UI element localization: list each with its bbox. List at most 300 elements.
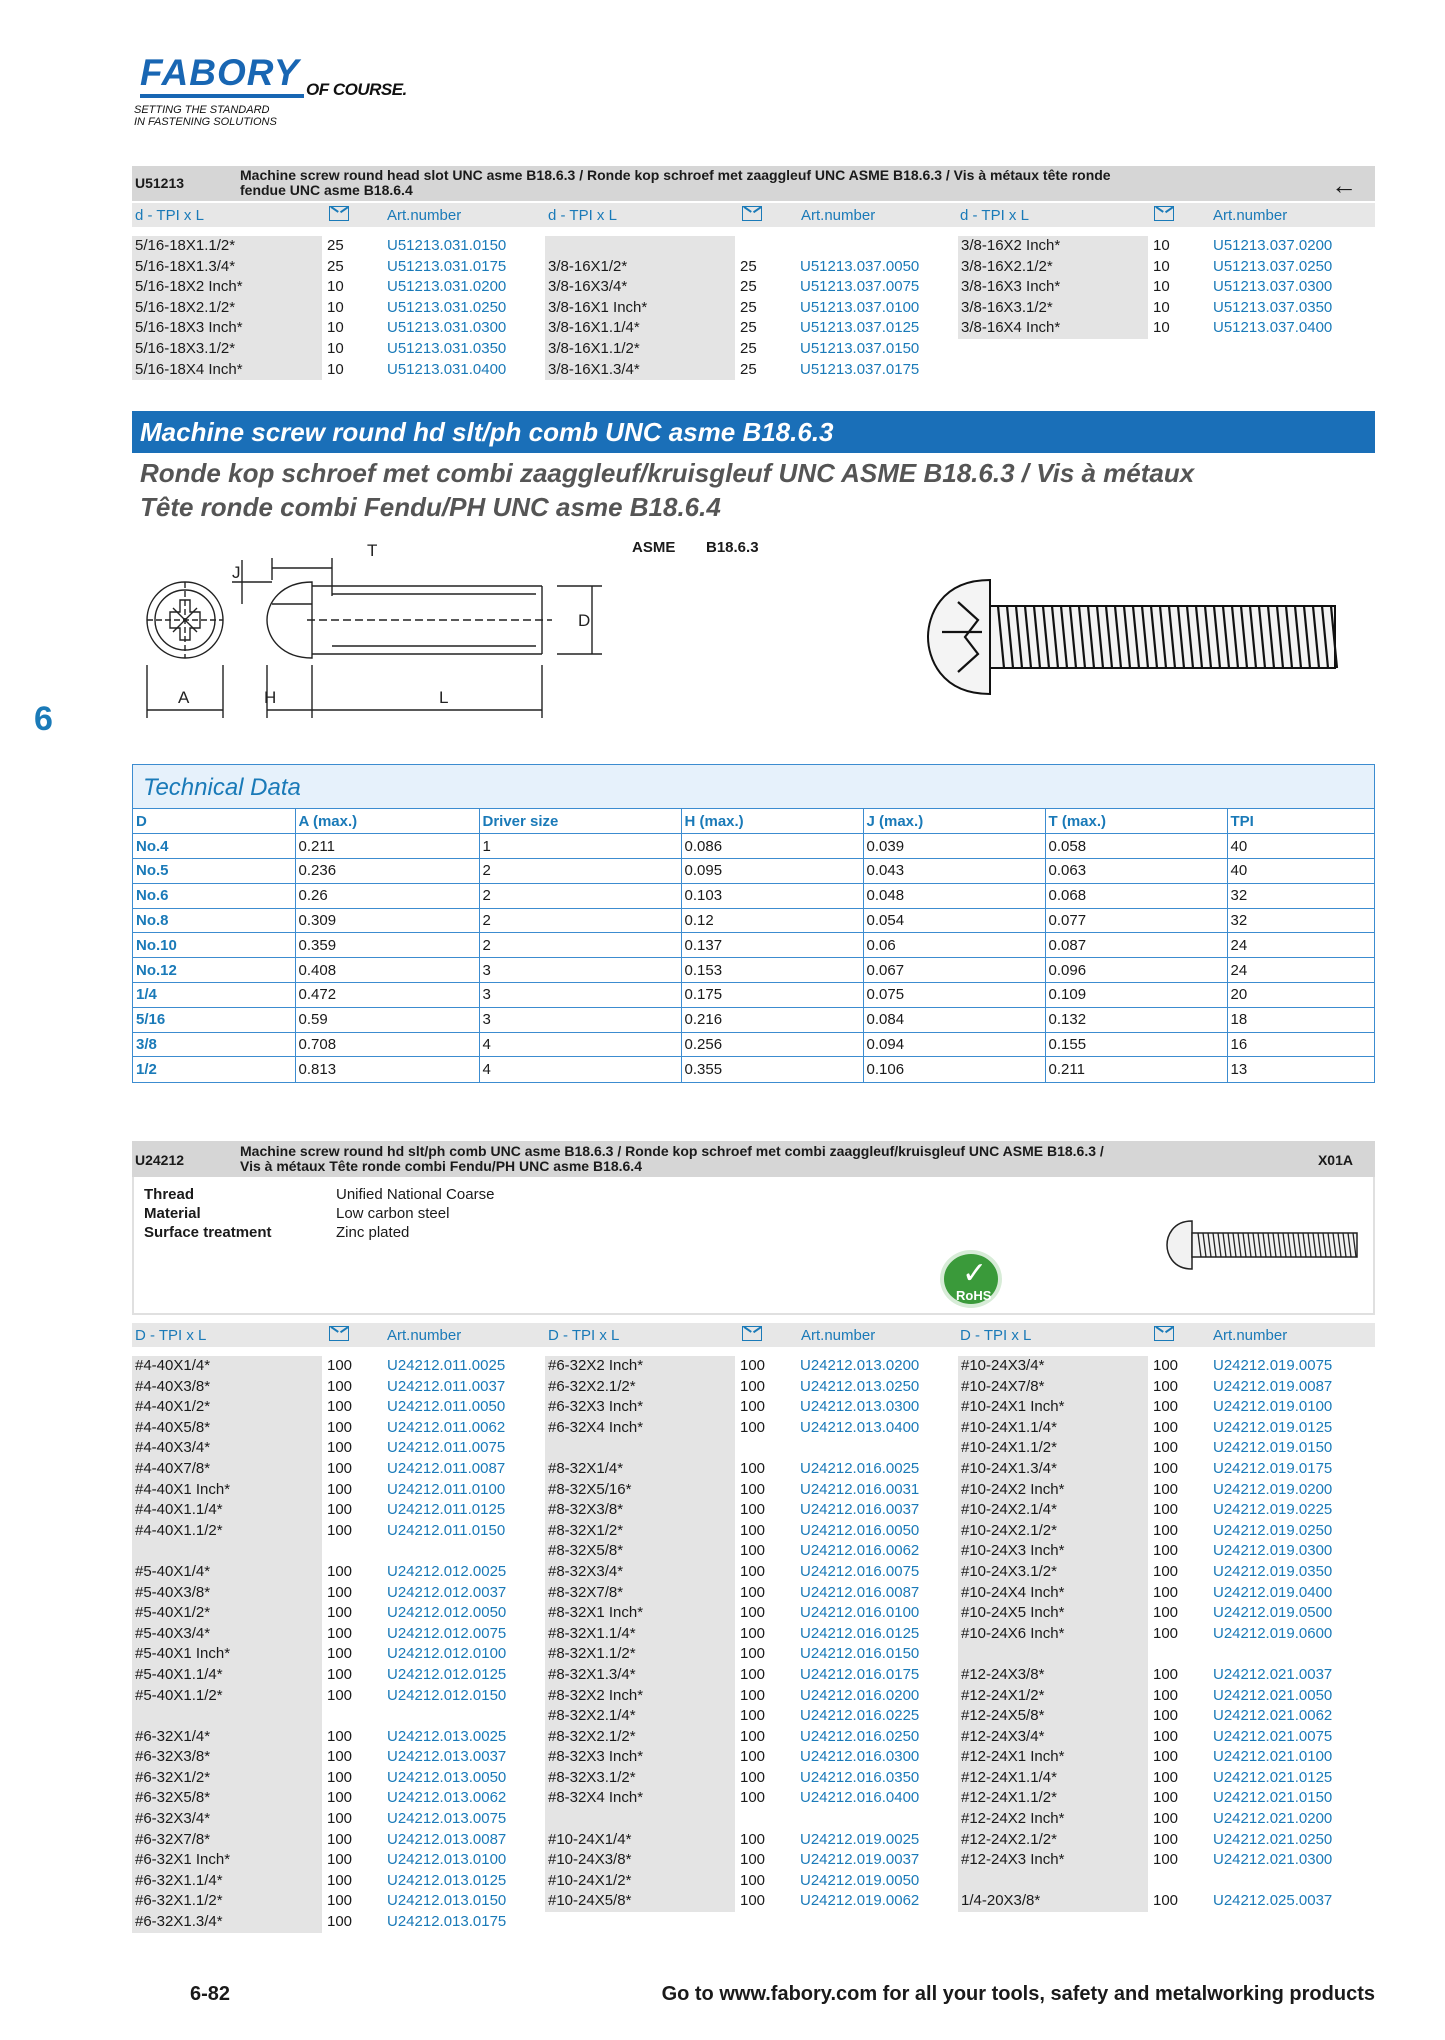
product-row [958, 1644, 1368, 1665]
product-row [132, 1459, 542, 1480]
article-number-link[interactable]: U24212.011.0050 [387, 1398, 506, 1416]
tech-value-cell: 0.132 [1045, 1007, 1227, 1032]
article-number-link[interactable]: U24212.019.0175 [1213, 1459, 1333, 1477]
pack-quantity: 25 [740, 360, 757, 378]
product-row [958, 1562, 1368, 1583]
product-size: 3/8-16X2 Inch* [961, 237, 1061, 254]
tech-value-cell: 0.058 [1045, 834, 1227, 859]
article-number-link[interactable]: U24212.011.0025 [387, 1357, 506, 1374]
article-number-link[interactable]: U24212.012.0125 [387, 1665, 507, 1683]
pack-quantity: 100 [1153, 1789, 1179, 1807]
article-number-link[interactable]: U51213.037.0200 [1213, 237, 1333, 254]
article-number-link[interactable]: U24212.019.0400 [1213, 1583, 1333, 1601]
pack-quantity: 25 [740, 319, 757, 337]
pack-quantity: 100 [327, 1377, 353, 1395]
article-number-link[interactable]: U24212.016.0075 [800, 1562, 920, 1580]
footer-message[interactable]: Go to www.fabory.com for all your tools, safety and metalworking products [661, 1983, 1375, 2005]
article-number-link[interactable]: U24212.016.0200 [800, 1686, 920, 1704]
article-number-link[interactable]: U24212.016.0175 [800, 1665, 920, 1683]
article-number-link[interactable]: U24212.016.0037 [800, 1501, 920, 1519]
article-number-link[interactable]: U51213.031.0350 [387, 339, 507, 357]
product-size: #4-40X3/8* [135, 1377, 211, 1395]
product-row [132, 1706, 542, 1727]
col-size-header-3: d - TPI x L [960, 207, 1029, 224]
product-size: #8-32X1.1/2* [548, 1645, 636, 1663]
article-number-link[interactable]: U24212.013.0125 [387, 1871, 507, 1889]
product-row [132, 1624, 542, 1645]
pack-quantity: 100 [740, 1624, 766, 1642]
pack-quantity: 100 [740, 1789, 766, 1807]
technical-data-panel [132, 764, 1375, 1083]
pack-quantity: 100 [1153, 1624, 1179, 1642]
product-size: #8-32X3/8* [548, 1501, 624, 1519]
tech-row [133, 859, 1374, 884]
pack-quantity: 10 [1153, 278, 1170, 296]
article-number-link[interactable]: U24212.013.0025 [387, 1727, 507, 1745]
article-number-link[interactable]: U24212.019.0500 [1213, 1604, 1333, 1622]
pack-quantity: 100 [1153, 1768, 1179, 1786]
article-number-link[interactable]: U24212.011.0125 [387, 1501, 506, 1519]
article-number-link[interactable]: U24212.021.0150 [1213, 1789, 1333, 1807]
product-size: #8-32X1 Inch* [548, 1604, 644, 1622]
article-number-link[interactable]: U24212.019.0037 [800, 1851, 920, 1869]
back-arrow-icon[interactable]: ← [1331, 170, 1357, 200]
product-size: #8-32X3 Inch* [548, 1748, 644, 1766]
tech-size-cell: No.8 [133, 908, 295, 933]
rohs-label: RoHS [956, 1288, 992, 1303]
product-row [132, 298, 542, 319]
product-row [545, 1438, 955, 1459]
article-number-link[interactable]: U24212.021.0125 [1213, 1768, 1333, 1786]
article-number-link[interactable]: U51213.037.0125 [800, 319, 920, 337]
article-number-link[interactable]: U24212.011.0062 [387, 1418, 506, 1436]
article-number-link[interactable]: U24212.019.0225 [1213, 1501, 1333, 1519]
pack-quantity: 100 [327, 1913, 353, 1931]
article-number-link[interactable]: U24212.016.0125 [800, 1624, 920, 1642]
product-size: #10-24X3/8* [548, 1851, 632, 1869]
tech-value-cell: 40 [1227, 859, 1374, 884]
product-column-header [132, 1323, 1375, 1347]
product-row [545, 1747, 955, 1768]
article-number-link[interactable]: U24212.013.0150 [387, 1892, 507, 1910]
product-size: 5/16-18X3 Inch* [135, 319, 243, 337]
product-size: #10-24X3 Inch* [961, 1542, 1065, 1560]
pack-quantity: 100 [1153, 1377, 1179, 1395]
product-size: #10-24X2 Inch* [961, 1480, 1065, 1498]
product-size: #6-32X2.1/2* [548, 1377, 636, 1395]
article-number-link[interactable]: U51213.037.0400 [1213, 319, 1333, 337]
product-size: #12-24X2.1/2* [961, 1830, 1057, 1848]
product-size: #10-24X4 Inch* [961, 1583, 1065, 1601]
pack-quantity: 25 [740, 278, 757, 296]
product-size: #5-40X1/4* [135, 1562, 211, 1580]
section-subtitle-2: Tête ronde combi Fendu/PH UNC asme B18.6.4 [140, 492, 721, 522]
tech-value-cell: 0.236 [295, 859, 479, 884]
pack-quantity: 10 [327, 360, 344, 378]
tech-value-cell: 0.12 [681, 908, 863, 933]
article-number-link[interactable]: U51213.031.0300 [387, 319, 507, 337]
article-number-link[interactable]: U24212.021.0300 [1213, 1851, 1333, 1869]
product-row [545, 1830, 955, 1851]
product-row [545, 1706, 955, 1727]
pack-quantity: 100 [1153, 1542, 1179, 1560]
pack-quantity: 100 [1153, 1686, 1179, 1704]
tech-header-cell: J (max.) [863, 809, 1045, 834]
tech-value-cell: 2 [479, 933, 681, 958]
tech-value-cell: 0.077 [1045, 908, 1227, 933]
pack-qty-icon [329, 1326, 349, 1341]
tech-value-cell: 18 [1227, 1007, 1374, 1032]
tech-value-cell: 40 [1227, 834, 1374, 859]
tech-value-cell: 0.708 [295, 1032, 479, 1057]
top-product-header [132, 166, 1375, 201]
top-product-column-3 [958, 236, 1368, 339]
product-row [545, 1850, 955, 1871]
article-number-link[interactable]: U24212.013.0200 [800, 1357, 920, 1374]
product-size: #10-24X3/4* [961, 1357, 1045, 1374]
article-number-link[interactable]: U24212.019.0600 [1213, 1624, 1333, 1642]
article-number-link[interactable]: U51213.037.0250 [1213, 257, 1333, 275]
article-number-link[interactable]: U24212.013.0062 [387, 1789, 507, 1807]
product-row [132, 1644, 542, 1665]
article-number-link[interactable]: U24212.016.0025 [800, 1459, 920, 1477]
pack-quantity: 25 [740, 298, 757, 316]
product-row [545, 1665, 955, 1686]
article-number-link[interactable]: U24212.016.0150 [800, 1645, 920, 1663]
article-number-link[interactable]: U24212.019.0200 [1213, 1480, 1333, 1498]
product-row [132, 1727, 542, 1748]
pack-quantity: 100 [1153, 1604, 1179, 1622]
article-number-link[interactable]: U51213.037.0350 [1213, 298, 1333, 316]
pack-quantity: 100 [1153, 1501, 1179, 1519]
material-value: Low carbon steel [336, 1205, 450, 1222]
pack-quantity: 100 [1153, 1851, 1179, 1869]
logo-brand: FABORY [140, 52, 300, 93]
article-number-link[interactable]: U24212.013.0175 [387, 1913, 507, 1931]
product-row [132, 1480, 542, 1501]
product-row [132, 1418, 542, 1439]
article-number-link[interactable]: U24212.012.0025 [387, 1562, 507, 1580]
article-number-link[interactable]: U24212.021.0100 [1213, 1748, 1333, 1766]
article-number-link[interactable]: U24212.013.0037 [387, 1748, 507, 1766]
pack-qty-icon [742, 1326, 762, 1341]
tech-header-cell: D [133, 809, 295, 834]
pack-quantity: 25 [327, 237, 344, 254]
article-number-link[interactable]: U24212.025.0037 [1213, 1892, 1333, 1910]
product-row [545, 1727, 955, 1748]
pack-quantity: 100 [327, 1892, 353, 1910]
article-number-link[interactable]: U24212.021.0200 [1213, 1810, 1333, 1828]
pack-quantity: 100 [740, 1748, 766, 1766]
article-number-link[interactable]: U24212.021.0250 [1213, 1830, 1333, 1848]
article-number-link[interactable]: U24212.013.0250 [800, 1377, 920, 1395]
tech-row [133, 834, 1374, 859]
product-size: 3/8-16X3.1/2* [961, 298, 1053, 316]
asme-label: ASME [632, 539, 676, 556]
article-number-link[interactable]: U24212.016.0350 [800, 1768, 920, 1786]
article-number-link[interactable]: U24212.019.0125 [1213, 1418, 1333, 1436]
product-size: #6-32X1.1/4* [135, 1871, 223, 1889]
article-number-link[interactable]: U24212.011.0087 [387, 1459, 506, 1477]
tech-value-cell: 0.06 [863, 933, 1045, 958]
article-number-link[interactable]: U24212.016.0250 [800, 1727, 920, 1745]
product-row [958, 1480, 1368, 1501]
article-number-link[interactable]: U24212.019.0350 [1213, 1562, 1333, 1580]
article-number-link[interactable]: U24212.013.0087 [387, 1830, 507, 1848]
pack-qty-icon [742, 206, 762, 221]
product-row [958, 1583, 1368, 1604]
product-row [132, 1830, 542, 1851]
pack-quantity: 100 [1153, 1521, 1179, 1539]
tech-value-cell: 0.813 [295, 1057, 479, 1082]
article-number-link[interactable]: U24212.013.0400 [800, 1418, 920, 1436]
article-number-link[interactable]: U24212.012.0075 [387, 1624, 507, 1642]
article-number-link[interactable]: U24212.012.0037 [387, 1583, 507, 1601]
tech-value-cell: 0.054 [863, 908, 1045, 933]
article-number-link[interactable]: U51213.037.0075 [800, 278, 920, 296]
product-size: 3/8-16X1.1/4* [548, 319, 640, 337]
pack-quantity: 100 [327, 1357, 353, 1374]
pack-quantity: 100 [327, 1768, 353, 1786]
product-size: #4-40X1/2* [135, 1398, 211, 1416]
product-code: U24212 [135, 1152, 185, 1168]
article-number-link[interactable]: U24212.019.0150 [1213, 1439, 1333, 1457]
pack-quantity: 100 [327, 1480, 353, 1498]
article-number-link[interactable]: U24212.012.0050 [387, 1604, 507, 1622]
tech-value-cell: 0.094 [863, 1032, 1045, 1057]
top-product-desc-1: Machine screw round head slot UNC asme B18.6.3 / Ronde kop schroef met zaaggleuf UNC ASME B18.6.3 / Vis à métaux tête ronde [240, 167, 1111, 183]
pack-quantity: 100 [1153, 1583, 1179, 1601]
article-number-link[interactable]: U24212.019.0050 [800, 1871, 920, 1889]
tech-value-cell: 0.256 [681, 1032, 863, 1057]
article-number-link[interactable]: U51213.031.0200 [387, 278, 507, 296]
product-size: #6-32X1/4* [135, 1727, 211, 1745]
col-size-header-2: d - TPI x L [548, 207, 617, 224]
product-row [545, 1891, 955, 1912]
tech-size-cell: No.10 [133, 933, 295, 958]
technical-data-table [133, 809, 1374, 1082]
col-size-header-3: D - TPI x L [960, 1327, 1032, 1344]
product-row [958, 277, 1368, 298]
product-size: #12-24X5/8* [961, 1707, 1045, 1725]
pack-quantity: 100 [327, 1789, 353, 1807]
pack-quantity: 100 [327, 1459, 353, 1477]
product-row [545, 1788, 955, 1809]
product-size: #12-24X3 Inch* [961, 1851, 1065, 1869]
product-size: #8-32X2.1/2* [548, 1727, 636, 1745]
article-number-link[interactable]: U24212.016.0100 [800, 1604, 920, 1622]
col-art-header-3: Art.number [1213, 207, 1288, 224]
article-number-link[interactable]: U24212.021.0050 [1213, 1686, 1333, 1704]
pack-quantity: 100 [327, 1398, 353, 1416]
article-number-link[interactable]: U24212.011.0075 [387, 1439, 506, 1457]
tech-value-cell: 1 [479, 834, 681, 859]
article-number-link[interactable]: U24212.013.0100 [387, 1851, 507, 1869]
tech-value-cell: 4 [479, 1032, 681, 1057]
pack-quantity: 100 [327, 1665, 353, 1683]
section-title: Machine screw round hd slt/ph comb UNC asme B18.6.3 [140, 417, 834, 447]
tech-value-cell: 0.106 [863, 1057, 1045, 1082]
product-size: 3/8-16X4 Inch* [961, 319, 1061, 337]
article-number-link[interactable]: U24212.016.0400 [800, 1789, 920, 1807]
dim-label-L: L [439, 688, 449, 707]
product-size: #8-32X5/8* [548, 1542, 624, 1560]
article-number-link[interactable]: U24212.016.0300 [800, 1748, 920, 1766]
col-size-header-2: D - TPI x L [548, 1327, 620, 1344]
col-art-header-3: Art.number [1213, 1327, 1288, 1344]
article-number-link[interactable]: U51213.031.0175 [387, 257, 507, 275]
product-row [132, 1912, 542, 1933]
dim-label-H: H [264, 688, 277, 707]
pack-quantity: 100 [327, 1851, 353, 1869]
pack-quantity: 10 [327, 298, 344, 316]
tech-size-cell: No.12 [133, 958, 295, 983]
article-number-link[interactable]: U24212.019.0075 [1213, 1357, 1333, 1374]
small-screw-image [1164, 1215, 1364, 1275]
product-row [958, 1830, 1368, 1851]
product-size: 3/8-16X2.1/2* [961, 257, 1053, 275]
product-size: 3/8-16X1 Inch* [548, 298, 648, 316]
pack-quantity: 100 [740, 1768, 766, 1786]
pack-quantity: 100 [1153, 1665, 1179, 1683]
article-number-link[interactable]: U24212.016.0062 [800, 1542, 920, 1560]
product-row [132, 1541, 542, 1562]
article-number-link[interactable]: U24212.013.0050 [387, 1768, 507, 1786]
article-number-link[interactable]: U51213.037.0300 [1213, 278, 1333, 296]
article-number-link[interactable]: U24212.013.0300 [800, 1398, 920, 1416]
article-number-link[interactable]: U24212.016.0031 [800, 1480, 920, 1498]
pack-quantity: 100 [327, 1748, 353, 1766]
tech-row [133, 883, 1374, 908]
article-number-link[interactable]: U51213.037.0175 [800, 360, 920, 378]
product-size: #6-32X1.1/2* [135, 1892, 223, 1910]
product-size: 3/8-16X1/2* [548, 257, 628, 275]
article-number-link[interactable]: U24212.021.0037 [1213, 1665, 1333, 1683]
product-size: #6-32X1 Inch* [135, 1851, 231, 1869]
top-product-column-1 [132, 236, 542, 380]
product-size: #8-32X1.3/4* [548, 1665, 636, 1683]
product-row [132, 1583, 542, 1604]
article-number-link[interactable]: U24212.016.0050 [800, 1521, 920, 1539]
article-number-link[interactable]: U24212.011.0150 [387, 1521, 506, 1539]
product-row [545, 1500, 955, 1521]
article-number-link[interactable]: U24212.016.0087 [800, 1583, 920, 1601]
article-number-link[interactable]: U51213.031.0150 [387, 237, 507, 254]
product-row [958, 1418, 1368, 1439]
article-number-link[interactable]: U24212.019.0025 [800, 1830, 920, 1848]
article-number-link[interactable]: U51213.037.0050 [800, 257, 920, 275]
product-row [958, 1624, 1368, 1645]
product-row [132, 1603, 542, 1624]
pack-quantity: 100 [740, 1851, 766, 1869]
article-number-link[interactable]: U24212.019.0300 [1213, 1542, 1333, 1560]
product-size: #12-24X3/4* [961, 1727, 1045, 1745]
product-size: 5/16-18X1.3/4* [135, 257, 236, 275]
product-size: #5-40X1.1/4* [135, 1665, 223, 1683]
article-number-link[interactable]: U24212.019.0250 [1213, 1521, 1333, 1539]
product-size: #5-40X3/4* [135, 1624, 211, 1642]
product-size: #5-40X1.1/2* [135, 1686, 223, 1704]
product-row [958, 1521, 1368, 1542]
product-size: #6-32X4 Inch* [548, 1418, 644, 1436]
tech-size-cell: 3/8 [133, 1032, 295, 1057]
pack-quantity: 100 [740, 1521, 766, 1539]
article-number-link[interactable]: U24212.016.0225 [800, 1707, 920, 1725]
pack-quantity: 100 [327, 1624, 353, 1642]
tech-value-cell: 0.109 [1045, 983, 1227, 1008]
tech-value-cell: 0.063 [1045, 859, 1227, 884]
article-number-link[interactable]: U24212.019.0062 [800, 1892, 920, 1910]
article-number-link[interactable]: U24212.013.0075 [387, 1810, 507, 1828]
thread-value: Unified National Coarse [336, 1186, 495, 1203]
product-row [132, 277, 542, 298]
product-size: #10-24X1 Inch* [961, 1398, 1065, 1416]
article-number-link[interactable]: U24212.012.0150 [387, 1686, 507, 1704]
article-number-link[interactable]: U51213.031.0250 [387, 298, 507, 316]
product-row [545, 1583, 955, 1604]
pack-quantity: 100 [740, 1830, 766, 1848]
product-row [958, 1397, 1368, 1418]
product-size: #8-32X4 Inch* [548, 1789, 644, 1807]
tech-value-cell: 0.211 [1045, 1057, 1227, 1082]
screw-image [920, 572, 1360, 702]
technical-data-title: Technical Data [143, 774, 301, 801]
product-row [132, 339, 542, 360]
product-row [545, 1562, 955, 1583]
product-size: #10-24X5 Inch* [961, 1604, 1065, 1622]
article-number-link[interactable]: U24212.019.0100 [1213, 1398, 1333, 1416]
article-number-link[interactable]: U24212.011.0100 [387, 1480, 506, 1498]
product-size: #12-24X1 Inch* [961, 1748, 1065, 1766]
tech-value-cell: 0.067 [863, 958, 1045, 983]
pack-quantity: 100 [327, 1686, 353, 1704]
pack-quantity: 100 [327, 1418, 353, 1436]
tech-value-cell: 0.359 [295, 933, 479, 958]
product-size: 5/16-18X4 Inch* [135, 360, 243, 378]
article-number-link[interactable]: U24212.012.0100 [387, 1645, 507, 1663]
pack-quantity: 100 [327, 1583, 353, 1601]
article-number-link[interactable]: U51213.031.0400 [387, 360, 507, 378]
product-row [545, 1521, 955, 1542]
product-row [132, 1747, 542, 1768]
product-row [545, 339, 955, 360]
product-size: #6-32X1.3/4* [135, 1913, 223, 1931]
article-number-link[interactable]: U51213.037.0100 [800, 298, 920, 316]
article-number-link[interactable]: U24212.021.0075 [1213, 1727, 1333, 1745]
article-number-link[interactable]: U51213.037.0150 [800, 339, 920, 357]
section-subtitle-1: Ronde kop schroef met combi zaaggleuf/kruisgleuf UNC ASME B18.6.3 / Vis à métaux [140, 458, 1195, 488]
product-row [958, 1788, 1368, 1809]
chapter-number: 6 [34, 700, 53, 738]
article-number-link[interactable]: U24212.019.0087 [1213, 1377, 1333, 1395]
product-desc-1: Machine screw round hd slt/ph comb UNC asme B18.6.3 / Ronde kop schroef met combi zaaggleuf/kruisgleuf UNC ASME B18.6.3 / [240, 1143, 1104, 1159]
product-size: 5/16-18X2 Inch* [135, 278, 243, 296]
pack-quantity: 10 [1153, 257, 1170, 275]
pack-quantity: 100 [740, 1727, 766, 1745]
product-column-3 [958, 1356, 1368, 1912]
tech-value-cell: 24 [1227, 933, 1374, 958]
product-size: #6-32X2 Inch* [548, 1357, 644, 1374]
tech-value-cell: 2 [479, 883, 681, 908]
product-desc-2: Vis à métaux Tête ronde combi Fendu/PH UNC asme B18.6.4 [240, 1158, 642, 1174]
tech-size-cell: 1/2 [133, 1057, 295, 1082]
pack-quantity: 100 [327, 1439, 353, 1457]
article-number-link[interactable]: U24212.011.0037 [387, 1377, 506, 1395]
product-size: 5/16-18X1.1/2* [135, 237, 236, 254]
article-number-link[interactable]: U24212.021.0062 [1213, 1707, 1333, 1725]
tech-value-cell: 0.175 [681, 983, 863, 1008]
product-size: 5/16-18X3.1/2* [135, 339, 236, 357]
